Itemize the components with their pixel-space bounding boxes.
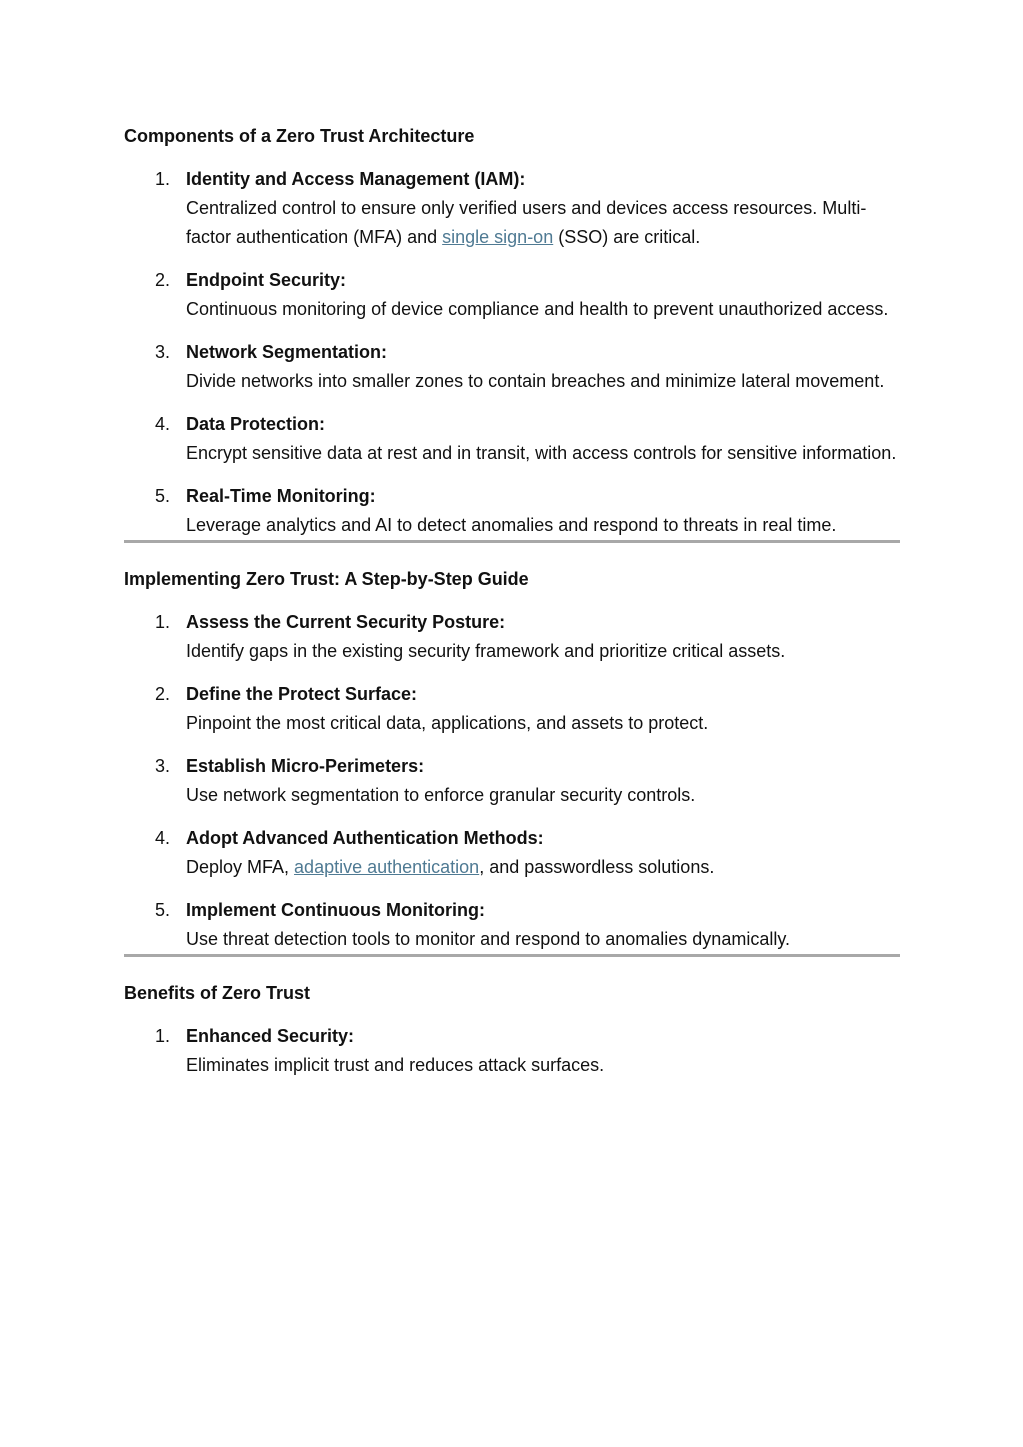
section-benefits bbox=[124, 979, 900, 1080]
item-title: Establish Micro-Perimeters: bbox=[186, 756, 425, 776]
list-number: 3. bbox=[155, 756, 171, 776]
list-number: 2. bbox=[155, 270, 171, 290]
item-description bbox=[186, 853, 900, 882]
item-description bbox=[186, 194, 900, 252]
desc-text: Deploy MFA, bbox=[186, 857, 295, 877]
item-description: Divide networks into smaller zones to contain breaches and minimize lateral movement. bbox=[186, 371, 885, 391]
item-description: Eliminates implicit trust and reduces attack surfaces. bbox=[186, 1055, 605, 1075]
item-title: Real-Time Monitoring: bbox=[186, 486, 376, 506]
section-implementing bbox=[124, 565, 900, 954]
single-sign-on-link[interactable]: single sign-on bbox=[442, 227, 554, 247]
list-number: 1. bbox=[155, 1026, 171, 1046]
list-number: 3. bbox=[155, 342, 171, 362]
numbered-list bbox=[124, 165, 900, 540]
item-title: Data Protection: bbox=[186, 414, 326, 434]
item-description: Identify gaps in the existing security framework and prioritize critical assets. bbox=[186, 641, 786, 661]
list-number: 1. bbox=[155, 612, 171, 632]
list-item bbox=[124, 482, 900, 540]
list-item bbox=[124, 1022, 900, 1080]
item-title: Network Segmentation: bbox=[186, 342, 388, 362]
list-number: 5. bbox=[155, 486, 171, 506]
item-title: Implement Continuous Monitoring: bbox=[186, 900, 485, 920]
item-description: Leverage analytics and AI to detect anomalies and respond to threats in real time. bbox=[186, 515, 837, 535]
list-number: 5. bbox=[155, 900, 171, 920]
list-item bbox=[124, 896, 900, 954]
section-title: Components of a Zero Trust Architecture bbox=[124, 126, 475, 146]
item-title: Define the Protect Surface: bbox=[186, 684, 418, 704]
section-title: Benefits of Zero Trust bbox=[124, 983, 311, 1003]
item-title: Adopt Advanced Authentication Methods: bbox=[186, 828, 544, 848]
desc-text: (SSO) are critical. bbox=[553, 227, 701, 247]
item-description: Pinpoint the most critical data, applications, and assets to protect. bbox=[186, 713, 709, 733]
list-number: 1. bbox=[155, 169, 171, 189]
list-item bbox=[124, 266, 900, 324]
list-number: 4. bbox=[155, 828, 171, 848]
item-title: Endpoint Security: bbox=[186, 270, 347, 290]
list-number: 2. bbox=[155, 684, 171, 704]
list-item bbox=[124, 338, 900, 396]
item-description: Use threat detection tools to monitor and respond to anomalies dynamically. bbox=[186, 929, 790, 949]
list-item bbox=[124, 824, 900, 882]
list-item bbox=[124, 608, 900, 666]
item-title: Identity and Access Management (IAM): bbox=[186, 169, 526, 189]
item-description: Continuous monitoring of device compliance and health to prevent unauthorized access. bbox=[186, 299, 889, 319]
desc-text: , and passwordless solutions. bbox=[479, 857, 715, 877]
numbered-list bbox=[124, 1022, 900, 1080]
numbered-list bbox=[124, 608, 900, 954]
adaptive-authentication-link[interactable]: adaptive authentication bbox=[294, 857, 480, 877]
list-item bbox=[124, 680, 900, 738]
section-divider bbox=[124, 954, 900, 957]
item-description: Encrypt sensitive data at rest and in transit, with access controls for sensitive information. bbox=[186, 443, 897, 463]
section-title: Implementing Zero Trust: A Step-by-Step Guide bbox=[124, 569, 529, 589]
item-description: Use network segmentation to enforce granular security controls. bbox=[186, 785, 696, 805]
section-divider bbox=[124, 540, 900, 543]
item-title: Enhanced Security: bbox=[186, 1026, 355, 1046]
desc-text: Centralized control to ensure only verified users and devices access resources. Multi-factor authentication (MFA) and bbox=[186, 198, 867, 247]
list-item bbox=[124, 752, 900, 810]
item-title: Assess the Current Security Posture: bbox=[186, 612, 506, 632]
list-number: 4. bbox=[155, 414, 171, 434]
section-components bbox=[124, 122, 900, 540]
list-item bbox=[124, 410, 900, 468]
document-page bbox=[124, 122, 900, 1080]
list-item bbox=[124, 165, 900, 252]
